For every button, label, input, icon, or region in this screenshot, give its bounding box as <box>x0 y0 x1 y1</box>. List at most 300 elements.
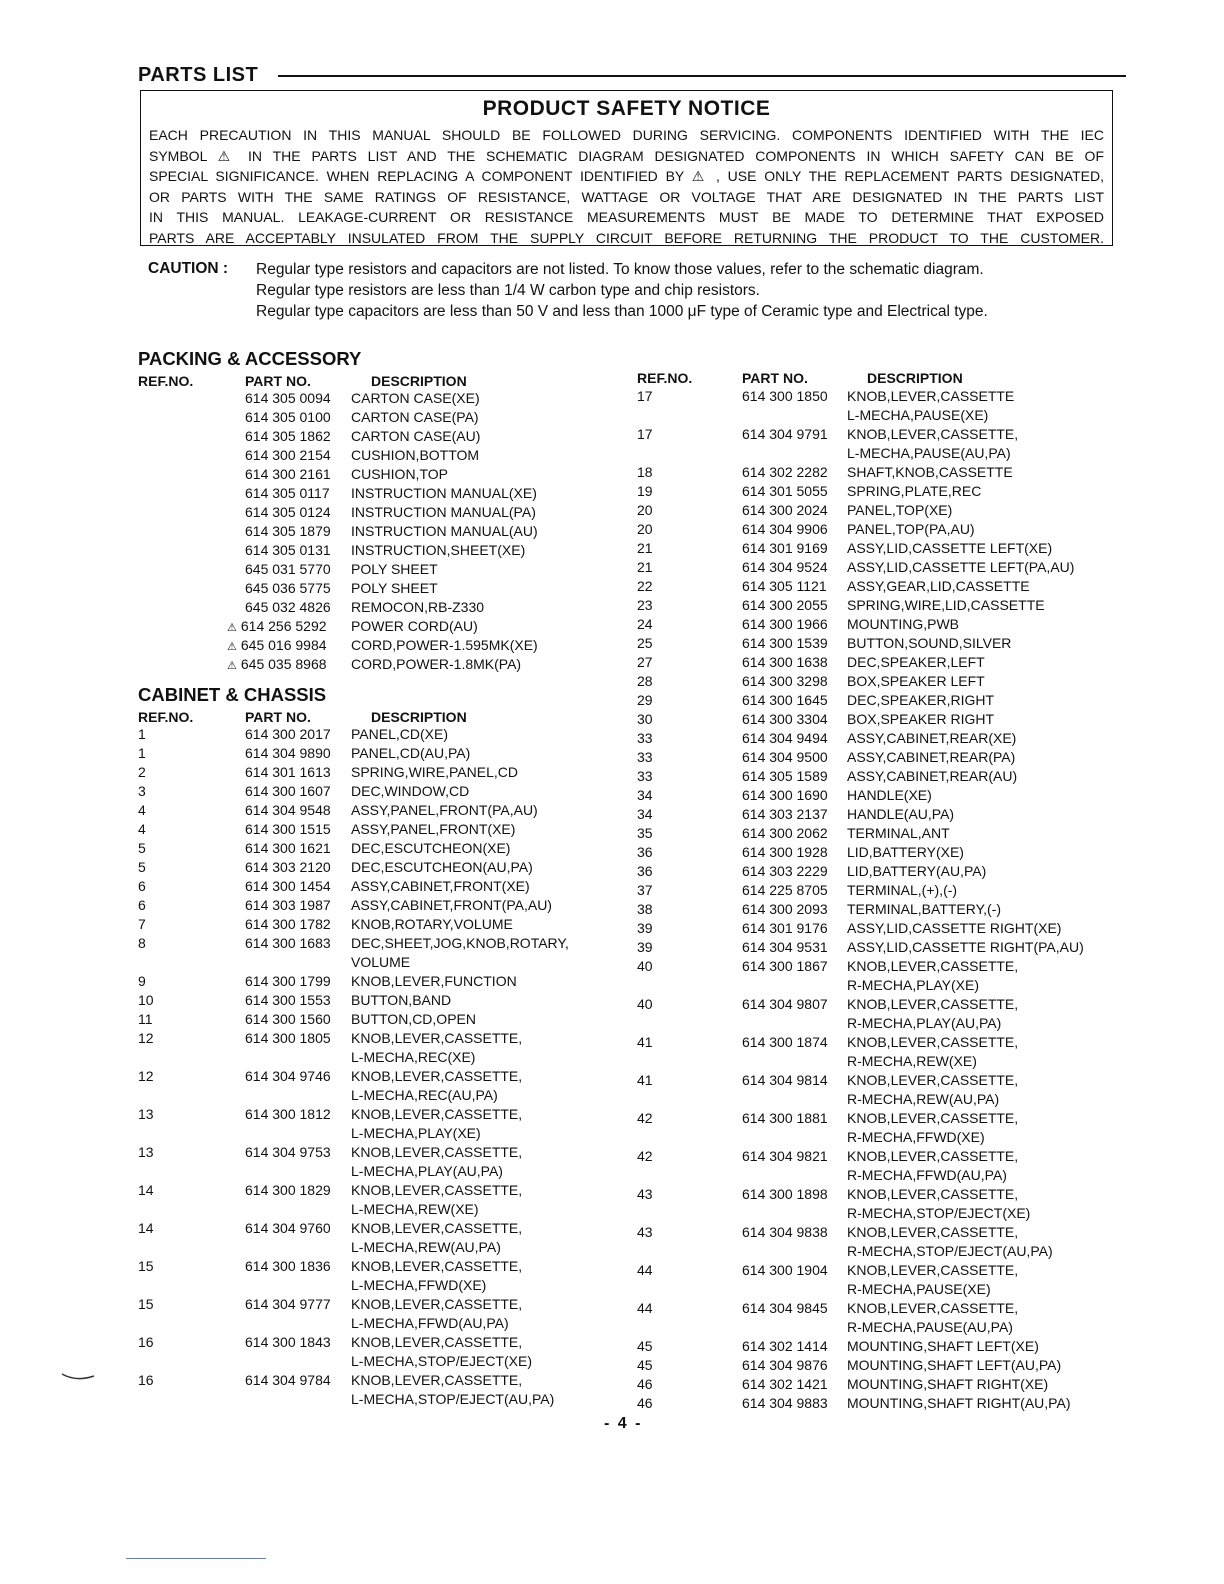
part-no: 614 300 1553 <box>245 992 331 1008</box>
part-no: 614 304 9548 <box>245 802 331 818</box>
ref-no: 17 <box>637 426 653 442</box>
description <box>847 1185 1030 1223</box>
description <box>351 1105 522 1143</box>
description <box>847 995 1018 1033</box>
ref-no: 6 <box>138 878 146 894</box>
description <box>351 408 479 427</box>
ref-no: 30 <box>637 711 653 727</box>
ref-no: 34 <box>637 806 653 822</box>
description-line: KNOB,LEVER,CASSETTE, <box>847 1300 1019 1316</box>
description <box>351 820 515 839</box>
description-line: R-MECHA,FFWD(XE) <box>847 1129 985 1145</box>
part-no: 614 304 9821 <box>742 1148 828 1164</box>
part-no: 614 300 2024 <box>742 502 828 518</box>
description-line: KNOB,LEVER,CASSETTE, <box>847 1034 1019 1050</box>
description <box>847 501 952 520</box>
ref-no: 1 <box>138 726 146 742</box>
table-row <box>138 1333 608 1371</box>
part-no: 614 303 2120 <box>245 859 331 875</box>
table-row <box>138 991 608 1010</box>
table-row <box>138 877 608 896</box>
description-line: SPRING,WIRE,LID,CASSETTE <box>847 597 1045 613</box>
part-no: 614 301 5055 <box>742 483 828 499</box>
part-no: 614 305 1879 <box>245 523 331 539</box>
table-row <box>138 636 608 655</box>
ref-no: 21 <box>637 540 653 556</box>
description-line: CARTON CASE(AU) <box>351 428 481 444</box>
description-line: ASSY,LID,CASSETTE LEFT(XE) <box>847 540 1053 556</box>
table-row <box>637 1071 1117 1109</box>
column-header-part: PART NO. <box>245 709 311 725</box>
part-no: 614 300 1812 <box>245 1106 331 1122</box>
ref-no: 22 <box>637 578 653 594</box>
ref-no: 5 <box>138 840 146 856</box>
ref-no: 33 <box>637 768 653 784</box>
part-no: 614 305 0100 <box>245 409 331 425</box>
table-row <box>637 1147 1117 1185</box>
part-no: 614 300 1799 <box>245 973 331 989</box>
part-no: 614 304 9814 <box>742 1072 828 1088</box>
part-no: 614 300 3304 <box>742 711 828 727</box>
part-no: 614 300 1638 <box>742 654 828 670</box>
description <box>351 636 538 655</box>
table-row <box>637 634 1117 653</box>
description-line: R-MECHA,STOP/EJECT(AU,PA) <box>847 1243 1053 1259</box>
part-no: 614 300 1836 <box>245 1258 331 1274</box>
table-row <box>138 1295 608 1333</box>
description-line: L-MECHA,REC(XE) <box>351 1049 476 1065</box>
description <box>847 1223 1053 1261</box>
part-no: 614 305 1589 <box>742 768 828 784</box>
description-line: ASSY,CABINET,REAR(PA) <box>847 749 1016 765</box>
description-line: KNOB,LEVER,CASSETTE, <box>351 1372 523 1388</box>
table-row <box>637 501 1117 520</box>
ref-no: 29 <box>637 692 653 708</box>
right-parts-list <box>637 387 1117 1413</box>
description-line: KNOB,LEVER,CASSETTE, <box>351 1334 523 1350</box>
description-line: CORD,POWER-1.8MK(PA) <box>351 656 522 672</box>
description-line: PANEL,CD(XE) <box>351 726 448 742</box>
description-line: PANEL,TOP(PA,AU) <box>847 521 975 537</box>
part-no: 614 300 2017 <box>245 726 331 742</box>
part-no: 614 302 2282 <box>742 464 828 480</box>
description-line: LID,BATTERY(XE) <box>847 844 964 860</box>
table-row <box>637 881 1117 900</box>
table-row <box>637 520 1117 539</box>
part-no: 614 305 0117 <box>245 485 330 501</box>
table-row <box>138 560 608 579</box>
warning-icon: ⚠ <box>227 622 237 634</box>
table-row <box>138 820 608 839</box>
description <box>351 1181 522 1219</box>
description <box>351 858 533 877</box>
part-no: 614 305 1121 <box>742 578 827 594</box>
ref-no: 16 <box>138 1334 154 1350</box>
part-no: 614 304 9746 <box>245 1068 331 1084</box>
description <box>351 763 518 782</box>
table-row <box>138 655 608 674</box>
table-row <box>637 767 1117 786</box>
description-line: KNOB,LEVER,CASSETTE, <box>847 1186 1019 1202</box>
description-line: TERMINAL,(+),(-) <box>847 882 958 898</box>
part-no: 614 304 9753 <box>245 1144 331 1160</box>
part-no: 614 304 9883 <box>742 1395 828 1411</box>
ref-no: 10 <box>138 992 154 1008</box>
description <box>847 786 932 805</box>
ref-no: 12 <box>138 1068 154 1084</box>
table-row <box>138 579 608 598</box>
table-row <box>138 972 608 991</box>
table-row <box>637 1375 1117 1394</box>
caution-label: CAUTION : <box>148 260 229 277</box>
ref-no: 20 <box>637 502 653 518</box>
table-row <box>637 653 1117 672</box>
table-row <box>637 558 1117 577</box>
table-row <box>138 427 608 446</box>
part-no: ⚠ 645 016 9984 <box>227 636 327 657</box>
description <box>351 503 536 522</box>
table-row <box>138 801 608 820</box>
description-line: L-MECHA,FFWD(XE) <box>351 1277 487 1293</box>
table-row <box>637 843 1117 862</box>
table-row <box>138 1029 608 1067</box>
description <box>351 1219 522 1257</box>
description-line: KNOB,LEVER,CASSETTE, <box>351 1258 523 1274</box>
description-line: L-MECHA,PLAY(XE) <box>351 1125 481 1141</box>
description-line: DEC,SPEAKER,RIGHT <box>847 692 995 708</box>
part-no: 614 304 9524 <box>742 559 828 575</box>
ref-no: 41 <box>637 1072 653 1088</box>
description-line: KNOB,LEVER,CASSETTE, <box>351 1106 523 1122</box>
column-header-part: PART NO. <box>245 373 311 389</box>
ref-no: 16 <box>138 1372 154 1388</box>
table-row <box>637 1394 1117 1413</box>
description <box>847 596 1045 615</box>
scan-rule <box>126 1558 266 1559</box>
product-safety-notice-box <box>140 90 1113 246</box>
column-header-ref: REF.NO. <box>637 370 693 386</box>
description <box>351 877 530 896</box>
description <box>847 843 964 862</box>
column-header-ref: REF.NO. <box>138 373 194 389</box>
part-no: 614 300 2062 <box>742 825 828 841</box>
table-row <box>637 862 1117 881</box>
part-no: 614 300 1904 <box>742 1262 828 1278</box>
description <box>847 1109 1018 1147</box>
table-row <box>637 995 1117 1033</box>
description-line: CUSHION,BOTTOM <box>351 447 480 463</box>
description-line: KNOB,ROTARY,VOLUME <box>351 916 513 932</box>
part-no: 614 300 2161 <box>245 466 331 482</box>
notice-line: SPECIAL SIGNIFICANCE. WHEN REPLACING A COMPONENT IDENTIFIED BY ⚠ , USE ONLY THE REPLACEMENT PARTS DESIGNATED, <box>149 168 1104 185</box>
table-row <box>138 389 608 408</box>
ref-no: 42 <box>637 1110 653 1126</box>
description-line: R-MECHA,PLAY(AU,PA) <box>847 1015 1002 1031</box>
table-row <box>138 446 608 465</box>
table-row <box>138 522 608 541</box>
part-no: 614 305 0094 <box>245 390 331 406</box>
ref-no: 11 <box>138 1011 153 1027</box>
description-line: MOUNTING,PWB <box>847 616 959 632</box>
table-row <box>637 539 1117 558</box>
description-line: CARTON CASE(PA) <box>351 409 479 425</box>
ref-no: 43 <box>637 1186 653 1202</box>
section-heading-packing: PACKING & ACCESSORY <box>138 348 362 369</box>
description-line: KNOB,LEVER,FUNCTION <box>351 973 517 989</box>
page-title: PARTS LIST <box>138 64 259 86</box>
ref-no: 7 <box>138 916 146 932</box>
description <box>847 653 985 672</box>
description-line: TERMINAL,BATTERY,(-) <box>847 901 1002 917</box>
table-row <box>138 858 608 877</box>
part-no: 614 304 9494 <box>742 730 828 746</box>
table-row <box>637 691 1117 710</box>
notice-line: PARTS ARE ACCEPTABLY INSULATED FROM THE SUPPLY CIRCUIT BEFORE RETURNING THE PRODUCT TO THE CUSTOMER. <box>149 229 1104 246</box>
description-line: VOLUME <box>351 954 411 970</box>
ref-no: 14 <box>138 1220 154 1236</box>
table-row <box>138 744 608 763</box>
part-no: 614 300 1874 <box>742 1034 828 1050</box>
ref-no: 39 <box>637 939 653 955</box>
description-line: R-MECHA,REW(AU,PA) <box>847 1091 1000 1107</box>
warning-icon: ⚠ <box>227 641 237 653</box>
description-line: BUTTON,BAND <box>351 992 452 1008</box>
description-line: R-MECHA,REW(XE) <box>847 1053 977 1069</box>
table-row <box>637 1033 1117 1071</box>
table-row <box>138 763 608 782</box>
description <box>847 463 1013 482</box>
ref-no: 34 <box>637 787 653 803</box>
table-row <box>637 1185 1117 1223</box>
description <box>847 1071 1018 1109</box>
table-row <box>138 1257 608 1295</box>
description-line: POLY SHEET <box>351 561 438 577</box>
ref-no: 1 <box>138 745 146 761</box>
table-row <box>138 1067 608 1105</box>
parts-list-header <box>138 62 1126 92</box>
description <box>351 1143 522 1181</box>
description <box>847 919 1061 938</box>
table-row <box>138 1010 608 1029</box>
description <box>847 634 1011 653</box>
part-no: 614 300 3298 <box>742 673 828 689</box>
description <box>847 881 957 900</box>
table-row <box>637 805 1117 824</box>
description-line: REMOCON,RB-Z330 <box>351 599 485 615</box>
table-row <box>138 725 608 744</box>
description-line: POLY SHEET <box>351 580 438 596</box>
description-line: ASSY,GEAR,LID,CASSETTE <box>847 578 1030 594</box>
description-line: KNOB,LEVER,CASSETTE, <box>351 1296 523 1312</box>
part-no: 614 304 9890 <box>245 745 331 761</box>
part-no: 614 304 9791 <box>742 426 828 442</box>
ref-no: 33 <box>637 730 653 746</box>
description <box>351 579 438 598</box>
ref-no: 28 <box>637 673 653 689</box>
description-line: ASSY,CABINET,FRONT(PA,AU) <box>351 897 552 913</box>
description-line: INSTRUCTION MANUAL(AU) <box>351 523 538 539</box>
description <box>351 1010 476 1029</box>
description <box>847 1394 1070 1413</box>
description-line: KNOB,LEVER,CASSETTE, <box>351 1144 523 1160</box>
description-line: ASSY,LID,CASSETTE RIGHT(XE) <box>847 920 1062 936</box>
table-row <box>637 919 1117 938</box>
ref-no: 5 <box>138 859 146 875</box>
caution-text <box>256 260 1136 322</box>
description-line: KNOB,LEVER,CASSETTE, <box>847 1148 1019 1164</box>
title-rule <box>278 75 1126 77</box>
description-line: POWER CORD(AU) <box>351 618 478 634</box>
part-no: 645 036 5775 <box>245 580 331 596</box>
section-heading-cabinet: CABINET & CHASSIS <box>138 684 327 705</box>
description <box>847 425 1018 463</box>
ref-no: 4 <box>138 821 146 837</box>
ref-no: 21 <box>637 559 653 575</box>
description-line: KNOB,LEVER,CASSETTE, <box>847 426 1019 442</box>
description <box>847 748 1015 767</box>
description <box>847 862 986 881</box>
description-line: L-MECHA,STOP/EJECT(XE) <box>351 1353 532 1369</box>
part-no: 614 302 1414 <box>742 1338 828 1354</box>
table-row <box>637 1299 1117 1337</box>
ref-no: 36 <box>637 863 653 879</box>
description <box>847 1337 1039 1356</box>
part-no: 614 300 1898 <box>742 1186 828 1202</box>
ref-no: 14 <box>138 1182 154 1198</box>
description <box>847 957 1018 995</box>
description <box>351 427 480 446</box>
description-line: INSTRUCTION MANUAL(PA) <box>351 504 536 520</box>
table-row <box>138 1105 608 1143</box>
part-no: ⚠ 645 035 8968 <box>227 655 327 676</box>
ref-no: 4 <box>138 802 146 818</box>
part-no: 614 300 2154 <box>245 447 331 463</box>
description <box>847 1299 1018 1337</box>
table-row <box>637 1109 1117 1147</box>
part-no: 614 304 9760 <box>245 1220 331 1236</box>
column-header-part: PART NO. <box>742 370 808 386</box>
table-row <box>637 387 1117 425</box>
part-no: 614 300 1966 <box>742 616 828 632</box>
description-line: DEC,SHEET,JOG,KNOB,ROTARY, <box>351 935 569 951</box>
table-row <box>637 710 1117 729</box>
description <box>847 710 994 729</box>
part-no: 614 300 1690 <box>742 787 828 803</box>
ref-no: 15 <box>138 1296 154 1312</box>
description-line: DEC,ESCUTCHEON(XE) <box>351 840 511 856</box>
description <box>351 522 538 541</box>
description <box>847 1033 1018 1071</box>
description-line: CUSHION,TOP <box>351 466 448 482</box>
description-line: L-MECHA,STOP/EJECT(AU,PA) <box>351 1391 555 1407</box>
description-line: KNOB,LEVER,CASSETTE, <box>847 1262 1019 1278</box>
description-line: R-MECHA,STOP/EJECT(XE) <box>847 1205 1031 1221</box>
table-row <box>138 484 608 503</box>
description-line: BUTTON,SOUND,SILVER <box>847 635 1012 651</box>
ref-no: 17 <box>637 388 653 404</box>
description <box>847 767 1017 786</box>
ref-no: 44 <box>637 1300 653 1316</box>
part-no: 614 302 1421 <box>742 1376 828 1392</box>
description <box>351 655 521 674</box>
description-line: DEC,SPEAKER,LEFT <box>847 654 985 670</box>
ref-no: 18 <box>637 464 653 480</box>
table-row <box>637 1223 1117 1261</box>
description-line: LID,BATTERY(AU,PA) <box>847 863 987 879</box>
ref-no: 40 <box>637 958 653 974</box>
part-no: 614 304 9876 <box>742 1357 828 1373</box>
description <box>847 539 1052 558</box>
description <box>351 541 525 560</box>
ref-no: 44 <box>637 1262 653 1278</box>
description <box>351 1371 554 1409</box>
part-no: 614 305 0131 <box>245 542 331 558</box>
table-row <box>637 900 1117 919</box>
description-line: L-MECHA,FFWD(AU,PA) <box>351 1315 509 1331</box>
page-number: - 4 - <box>604 1415 643 1432</box>
description-line: L-MECHA,PLAY(AU,PA) <box>351 1163 503 1179</box>
description <box>847 1261 1018 1299</box>
ref-no: 27 <box>637 654 653 670</box>
description-line: KNOB,LEVER,CASSETTE, <box>847 996 1019 1012</box>
notice-body <box>149 125 1104 249</box>
caution-line: Regular type resistors are less than 1/4 W carbon type and chip resistors. <box>256 281 760 299</box>
table-row <box>138 503 608 522</box>
table-row <box>138 1219 608 1257</box>
caution-line: Regular type capacitors are less than 50 V and less than 1000 μF type of Ceramic type and Electrical type. <box>256 302 988 320</box>
part-no: 614 300 1607 <box>245 783 331 799</box>
description <box>351 465 448 484</box>
description-line: ASSY,LID,CASSETTE RIGHT(PA,AU) <box>847 939 1084 955</box>
part-no: 645 031 5770 <box>245 561 331 577</box>
description-line: HANDLE(AU,PA) <box>847 806 955 822</box>
description-line: KNOB,LEVER,CASSETTE, <box>847 1072 1019 1088</box>
table-row <box>637 729 1117 748</box>
table-row <box>637 957 1117 995</box>
table-row <box>637 1261 1117 1299</box>
ref-no: 43 <box>637 1224 653 1240</box>
scan-mark <box>60 1368 100 1388</box>
description-line: CARTON CASE(XE) <box>351 390 480 406</box>
description <box>351 725 448 744</box>
description-line: L-MECHA,PAUSE(XE) <box>847 407 989 423</box>
description-line: SPRING,PLATE,REC <box>847 483 982 499</box>
part-no: 614 300 1683 <box>245 935 331 951</box>
description-line: KNOB,LEVER,CASSETTE, <box>847 1110 1019 1126</box>
ref-no: 41 <box>637 1034 653 1050</box>
description-line: L-MECHA,REC(AU,PA) <box>351 1087 498 1103</box>
part-no: 614 300 1515 <box>245 821 331 837</box>
table-row <box>138 617 608 636</box>
ref-no: 23 <box>637 597 653 613</box>
description <box>351 560 438 579</box>
description <box>351 446 479 465</box>
part-no: ⚠ 614 256 5292 <box>227 617 327 638</box>
table-row <box>637 577 1117 596</box>
description <box>351 1029 522 1067</box>
description <box>351 598 484 617</box>
description-line: MOUNTING,SHAFT LEFT(AU,PA) <box>847 1357 1062 1373</box>
description <box>351 1067 522 1105</box>
part-no: 614 225 8705 <box>742 882 828 898</box>
ref-no: 46 <box>637 1376 653 1392</box>
part-no: 614 300 2093 <box>742 901 828 917</box>
notice-line: EACH PRECAUTION IN THIS MANUAL SHOULD BE FOLLOWED DURING SERVICING. COMPONENTS IDENTIFIED WITH THE IEC <box>149 127 1104 143</box>
table-row <box>637 1356 1117 1375</box>
ref-no: 35 <box>637 825 653 841</box>
column-header-desc: DESCRIPTION <box>867 370 963 386</box>
description-line: L-MECHA,REW(XE) <box>351 1201 479 1217</box>
